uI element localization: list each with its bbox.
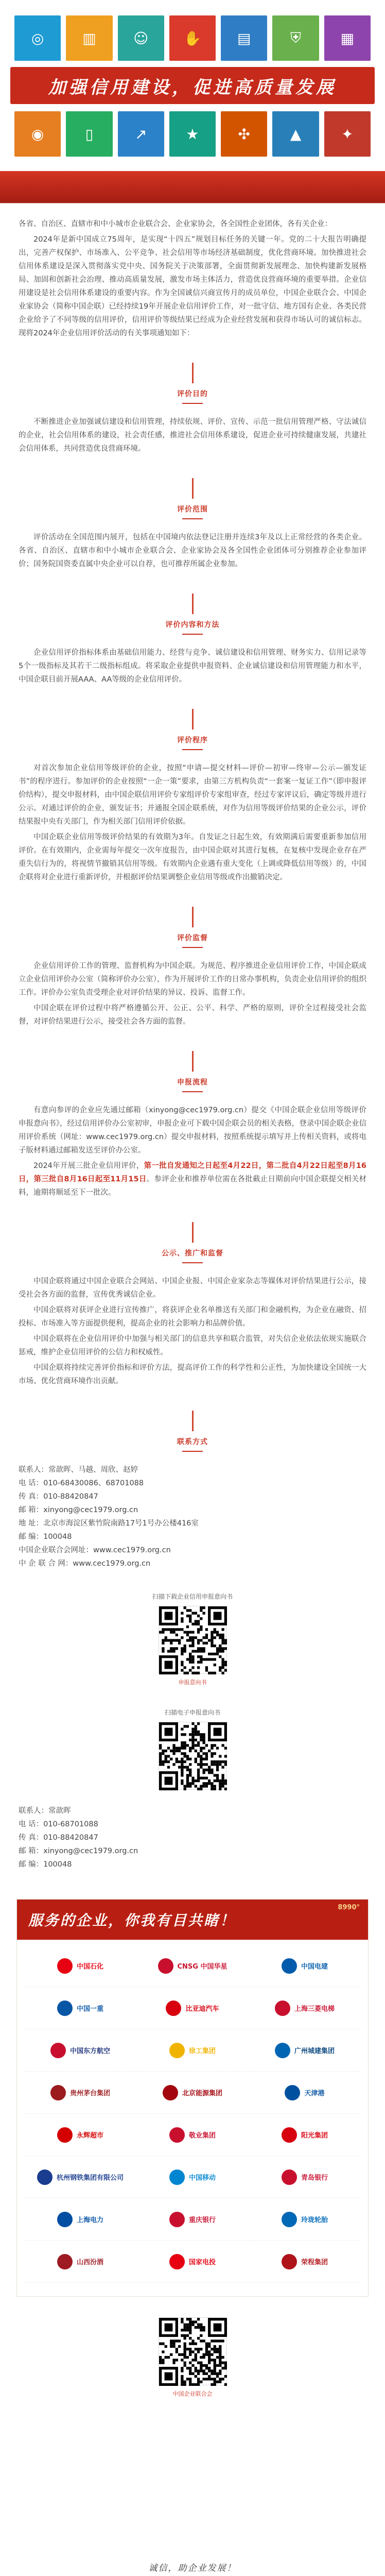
logo-name: 贵州茅台集团	[69, 2090, 110, 2097]
chart-icon: ▦	[324, 15, 371, 61]
logo-mark-icon	[282, 1958, 297, 1974]
logo-name: 徐工集团	[188, 2047, 216, 2055]
purpose-paragraph: 不断推进企业加强诚信建设和信用管理，持续依规、评价、宣传、示范一批信用管理严格、守法诚信的企业，社会信用体系的建设，社会责任感，推进社会信用体系建设，促进企业可持续健康发展，共建社会信用体系，共同营造优良营商环境。	[19, 418, 366, 453]
qr-code-icon[interactable]	[159, 1606, 226, 1674]
contact-line: 邮 编：100048	[19, 1533, 72, 1541]
service-panel	[16, 1899, 369, 2297]
logo-name: 敬业集团	[188, 2132, 216, 2140]
supervision-paragraph-1: 企业信用评价工作的管理、监督机构为中国企联。为规范、程序推进企业信用评价工作，中国企联成立企业信用评价办公室（简称评价办公室），作为开展评价工作的日常办事机构，负责企业信用评价的组织工作。评价办公室负责受理企业对评价结果的异议、投诉、监督工作。	[19, 962, 366, 997]
top-icon-tiles	[14, 15, 371, 61]
section-title: 评价程序	[177, 736, 208, 744]
logo-mark-icon	[169, 2127, 185, 2143]
qr-subcaption: 申报意向书	[178, 1679, 207, 1686]
client-logo	[136, 2114, 249, 2156]
qr-caption: 扫描电子申报意向书	[164, 1709, 220, 1716]
logo-mark-icon	[57, 2254, 73, 2269]
logo-mark-icon	[282, 2127, 297, 2143]
qr-block-electronic	[19, 1708, 366, 1790]
client-logo	[136, 2156, 249, 2198]
logo-mark-icon	[158, 1958, 173, 1974]
procedure-paragraph-2: 中国企联企业信用等级评价结果的有效期为3年。自发证之日起生效，有效期满后需要重新参加信用评价。在有效期内，企业需每年提交一次年度报告，由中国企联对其进行复核，在复核中发现企业存在严重失信行为的，将视情节撤销其信用等级。有效期内企业遇有重大变化（上调或降低信用等级）的，中国企联将对企业进行重新评价，并根据评价结果调整企业信用等级或作出撤销决定。	[19, 833, 366, 882]
service-title: 服务的企业，你我有目共睹！	[28, 1912, 236, 1929]
logo-mark-icon	[163, 2085, 178, 2100]
client-logo	[249, 2156, 361, 2198]
contact-line: 邮 编：100048	[19, 1860, 72, 1869]
logo-mark-icon	[275, 2001, 290, 2016]
logo-mark-icon	[169, 2212, 185, 2227]
contact-line: 中 企 联 合 网：www.cec1979.org.cn	[19, 1560, 151, 1568]
logo-name: 上海电力	[76, 2216, 103, 2224]
logo-name: 玲珑轮胎	[301, 2216, 328, 2224]
logo-name: 北京能源集团	[182, 2090, 222, 2097]
section-title: 申报流程	[177, 1078, 208, 1087]
building-icon: ▥	[66, 15, 112, 61]
service-badge: 8990°	[338, 1904, 360, 1911]
contact-line: 邮 箱：xinyong@cec1979.org.cn	[19, 1847, 138, 1855]
contact-line: 传 真：010-88420847	[19, 1834, 98, 1842]
contact-line: 中国企业联合会网址：www.cec1979.org.cn	[19, 1546, 171, 1554]
publicity-paragraph-3: 中国企联将在企业信用评价中加强与相关部门的信息共享和联合监管，对失信企业依法依规实施联合惩戒，维护企业信用评价的公信力和权威性。	[19, 1335, 366, 1357]
section-header-publicity	[19, 1222, 366, 1263]
client-logo	[249, 1945, 361, 1987]
logo-name: 山西汾酒	[76, 2259, 103, 2266]
logo-name: 青岛银行	[301, 2174, 328, 2182]
star-icon: ★	[169, 111, 216, 157]
footer-slogan: 诚信，助企业发展！	[148, 2563, 237, 2573]
header-banner	[0, 0, 385, 204]
contact-line: 电 话：010-68701088	[19, 1820, 98, 1828]
contact-line: 电 话：010-68430086、68701088	[19, 1479, 144, 1487]
contact-line: 联系人：常歆晖	[19, 1807, 71, 1815]
logo-name: 中国移动	[188, 2174, 216, 2182]
logo-name: CNSG 中国华星	[177, 1963, 227, 1971]
client-logo	[24, 2241, 136, 2283]
logo-mark-icon	[169, 2170, 185, 2185]
logo-mark-icon	[285, 2085, 300, 2100]
section-header-contact	[19, 1411, 366, 1452]
article-body	[0, 204, 385, 1871]
contact-line: 邮 箱：xinyong@cec1979.org.cn	[19, 1506, 138, 1514]
client-logo	[136, 2029, 249, 2072]
greeting: 各省、自治区、直辖市和中小城市企业联合会、企业家协会，各全国性企业团体，各有关企业：	[19, 220, 332, 228]
publicity-paragraph-4: 中国企联将持续完善评价指标和评价方法，提高评价工作的科学性和公正性，为加快建设全国统一大市场、优化营商环境作出贡献。	[19, 1364, 366, 1385]
section-title: 公示、推广和监督	[162, 1249, 223, 1258]
factory-icon: ▲	[272, 111, 319, 157]
publicity-paragraph-1: 中国企联将通过中国企业联合会网站、中国企业报、中国企业家杂志等媒体对评价结果进行公示，接受社会各方面的监督，宣传优秀诚信企业。	[19, 1277, 366, 1299]
clipboard-icon: ▤	[221, 15, 267, 61]
section-header-procedure	[19, 709, 366, 750]
client-logo	[249, 2241, 361, 2283]
logo-mark-icon	[50, 2043, 66, 2058]
client-logo	[24, 2156, 136, 2198]
logo-name: 比亚迪汽车	[185, 2005, 219, 2013]
client-logo	[24, 1987, 136, 2029]
logo-name: 天津港	[304, 2090, 325, 2097]
publicity-paragraph-2: 中国企联将对获评企业进行宣传推广，将获评企业名单推送有关部门和金融机构，为企业在融资、招投标、市场准入等方面提供便利，提高企业的社会影响力和品牌价值。	[19, 1306, 366, 1328]
contact-line: 联系人：常歆晖、马越、周欣、赵婷	[19, 1466, 138, 1474]
banner-title-bar	[10, 67, 375, 104]
intro-paragraph: 2024年是新中国成立75周年，是实现“十四五”规划目标任务的关键一年。党的二十大报告明确提出，完善产权保护、市场准入、公平竞争、社会信用等市场经济基础制度，优化营商环境。加快推进社会信用体系建设是深入贯彻落实党中央、国务院关于决策部署，全面贯彻新发展理念、加快构建新发展格局、加固和创新社会治理、推动高质量发展，激发市场主体活力，营造优良营商环境的重要举措。企业信用建设是社会信用体系建设的重要内容。作为全国诚信兴商宣传月的成员单位，中国企业联合会、中国企业家协会（简称中国企联）已经持续19年开展企业信用评价工作，对一批守信、地方国有企业、各类民营企业给予了不同等级的信用评价，信用评价等级结果已经成为企业经营发展和获得市场认可的诚信标志。现将2024年企业信用评价活动的有关事项通知如下：	[19, 235, 366, 337]
badge-icon: ✦	[324, 111, 371, 157]
logo-mark-icon	[57, 2212, 73, 2227]
section-title: 评价监督	[177, 934, 208, 942]
logo-mark-icon	[57, 2127, 73, 2143]
client-logo	[249, 1987, 361, 2029]
contact-line: 地 址：北京市海淀区紫竹院南路17号1号办公楼416室	[19, 1519, 199, 1528]
logo-name: 广州城建集团	[294, 2047, 335, 2055]
logo-name: 重庆银行	[188, 2216, 216, 2224]
client-logo	[249, 2029, 361, 2072]
qr-block-download	[19, 1592, 366, 1686]
target-icon: ◉	[14, 111, 61, 157]
logo-mark-icon	[57, 1958, 73, 1974]
intro	[19, 204, 366, 340]
logo-mark-icon	[37, 2170, 52, 2185]
section-header-content	[19, 594, 366, 635]
logo-mark-icon	[50, 2085, 66, 2100]
supervision-paragraph-2: 中国企联在评价过程中将严格遵循公开、公正、公平、科学、严格的原则，评价全过程接受社会监督，对评价结果进行公示，接受社会各方面的监督。	[19, 1004, 366, 1026]
contact-line: 传 真：010-88420847	[19, 1493, 98, 1501]
logo-mark-icon	[275, 2043, 290, 2058]
logo-name: 中国一重	[76, 2005, 103, 2013]
section-title: 联系方式	[177, 1438, 208, 1446]
section-header-purpose	[19, 363, 366, 404]
logo-name: 中国电建	[301, 1963, 328, 1971]
client-logo	[24, 2114, 136, 2156]
logo-mark-icon	[57, 2001, 73, 2016]
logo-mark-icon	[282, 2212, 297, 2227]
client-logo	[249, 2198, 361, 2241]
logo-name: 中国东方航空	[69, 2047, 110, 2055]
section-title: 评价范围	[177, 505, 208, 514]
client-logo-grid	[17, 1940, 368, 2296]
logo-name: 阳光集团	[301, 2132, 328, 2140]
client-logo	[136, 2241, 249, 2283]
service-panel-header	[17, 1900, 368, 1940]
logo-mark-icon	[282, 2170, 297, 2185]
globe-icon: ◎	[14, 15, 61, 61]
scope-paragraph: 评价活动在全国范围内展开，包括在中国境内依法登记注册并连续3年及以上正常经营的各类企业。各省、自治区、直辖市和中小城市企业联合会、企业家协会及各全国性企业团体可分别推荐企业参加评价；国务院国资委直属中央企业可以自荐，也可推荐所属企业参加。	[19, 533, 366, 568]
client-logo	[136, 2072, 249, 2114]
application-paragraph-1: 有意向参评的企业应先通过邮箱（xinyong@cec1979.org.cn）提交《中国企联企业信用等级评价申报意向书》，经过信用评价办公室初审，申报企业可下载中国企联会员的相关表格，登录中国企联企业信用评价系统（网址：www.cec1979.org.cn）提交申报材料，按照系统提示填写并上传相关资料，或将电子版材料通过邮箱发送至评价办公室。	[19, 1106, 366, 1155]
logo-name: 中国石化	[76, 1963, 103, 1971]
client-logo	[136, 1987, 249, 2029]
logo-name: 荣程集团	[301, 2259, 328, 2266]
section-title: 评价目的	[177, 390, 208, 398]
bottom-icon-tiles	[14, 111, 371, 157]
qr-code-icon[interactable]	[159, 2317, 226, 2385]
qr-code-icon[interactable]	[159, 1722, 226, 1790]
client-logo	[24, 2029, 136, 2072]
procedure-paragraph-1: 对首次参加企业信用等级评价的企业，按照“申请—提交材料—评价—初审—终审—公示—颁发证书”的程序进行。参加评价的企业按照“一企一策”要求，由第三方机构负责“一套案一复证工作”（即申报评价结构），提交申报材料，由中国企联信用评价专家组评价专家组审查，经过专家评议后，确定等级并进行公示。对通过评价的企业，颁发证书；并通报全国企联系统，对作为信用等级评价结果的企业公示，评价结果报中央有关部门，作为相关部门信用评价依据。	[19, 764, 366, 826]
people-icon: ☺	[118, 15, 164, 61]
trend-icon: ↗	[118, 111, 164, 157]
logo-name: 上海三菱电梯	[294, 2005, 335, 2013]
client-logo	[249, 2114, 361, 2156]
logo-mark-icon	[169, 2043, 185, 2058]
logo-name: 杭州钢铁集团有限公司	[56, 2174, 124, 2182]
footer-qr-block	[0, 2317, 385, 2398]
section-title: 评价内容和方法	[165, 621, 220, 629]
logo-name: 永辉超市	[76, 2132, 103, 2140]
client-logo	[24, 2072, 136, 2114]
qr-subcaption: 中国企业联合会	[172, 2391, 213, 2397]
deadline-highlight: 第一批自发通知之日起至4月22日，第二批自4月22日起至8月16日，第三批自8月16日起至11月15日	[19, 1162, 366, 1183]
client-logo	[136, 2198, 249, 2241]
client-logo	[24, 2198, 136, 2241]
client-logo	[24, 1945, 136, 1987]
content-paragraph: 企业信用评价指标体系由基础信用能力、经营与竞争、诚信建设和信用管理、财务实力、信用记录等5个一级指标及其若干二级指标组成。将采取企业提供申报资料、企业诚信建设和信用管理能力和水平，中国企联目前开展AAA、AA等级的企业信用评价。	[19, 649, 366, 684]
banner-strip	[0, 171, 385, 203]
section-header-scope	[19, 478, 366, 519]
section-header-supervision	[19, 907, 366, 948]
application-paragraph-2: 2024年开展三批企业信用评价，第一批自发通知之日起至4月22日，第二批自4月22日起至8月16日，第三批自8月16日起至11月15日。参评企业和推荐单位需在各批截止日期前向中国企联提交相关材料，逾期将顺延至下一批次。	[19, 1162, 366, 1197]
qr-caption: 扫描下载企业信用申报意向书	[152, 1593, 233, 1600]
banner-title: 加强信用建设，促进高质量发展	[48, 77, 337, 98]
network-icon: ✣	[221, 111, 267, 157]
section-header-application	[19, 1051, 366, 1092]
contact-info	[19, 1463, 366, 1570]
client-logo	[136, 1945, 249, 1987]
document-icon: ▯	[66, 111, 112, 157]
client-logo	[249, 2072, 361, 2114]
logo-mark-icon	[169, 2254, 185, 2269]
logo-mark-icon	[282, 2254, 297, 2269]
service-contact-info	[19, 1804, 366, 1871]
logo-name: 国家电投	[188, 2259, 216, 2266]
shield-icon: ⛨	[272, 15, 319, 61]
handshake-icon: ✋	[169, 15, 216, 61]
logo-mark-icon	[166, 2001, 181, 2016]
